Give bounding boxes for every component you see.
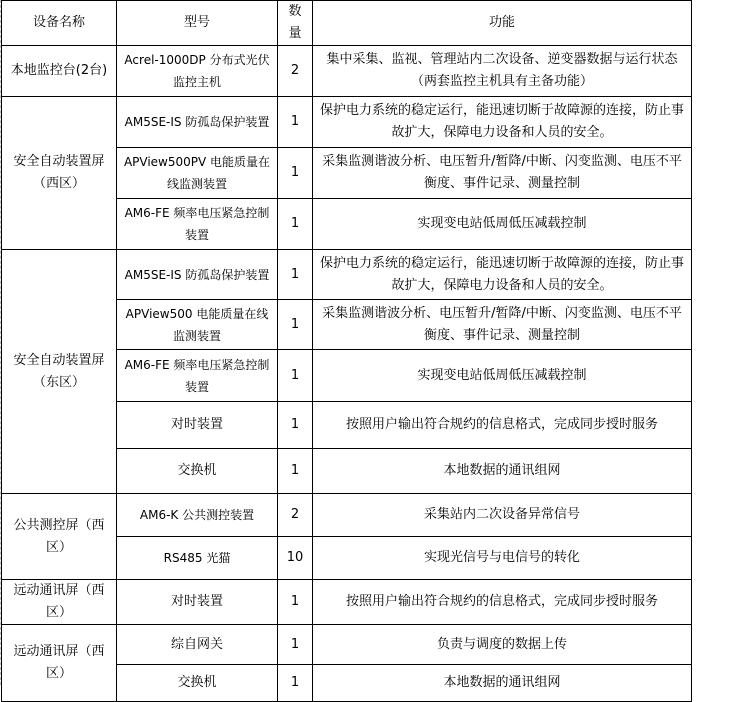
function-cell: 本地数据的通讯组网 (313, 665, 692, 702)
model-cell: 交换机 (117, 665, 278, 702)
qty-cell: 1 (278, 350, 313, 402)
function-cell: 实现光信号与电信号的转化 (313, 537, 692, 580)
model-cell: 交换机 (117, 449, 278, 494)
function-cell: 保护电力系统的稳定运行，能迅速切断于故障源的连接，防止事故扩大，保障电力设备和人员的安全。 (313, 250, 692, 300)
model-cell: 综自网关 (117, 625, 278, 665)
model-cell: RS485 光猫 (117, 537, 278, 580)
table-row (2, 46, 692, 97)
group-cell: 本地监控台(2台) (2, 46, 117, 97)
function-cell: 负责与调度的数据上传 (313, 625, 692, 665)
model-cell: APView500 电能质量在线监测装置 (117, 300, 278, 350)
equipment-table (1, 0, 692, 702)
qty-cell: 10 (278, 537, 313, 580)
model-cell: AM6-K 公共测控装置 (117, 494, 278, 537)
qty-cell: 1 (278, 300, 313, 350)
table-row (2, 625, 692, 665)
table-row (2, 250, 692, 300)
qty-cell: 1 (278, 250, 313, 300)
model-cell: AM5SE-IS 防孤岛保护装置 (117, 97, 278, 148)
group-cell: 安全自动装置屏（东区） (2, 250, 117, 494)
qty-cell: 2 (278, 46, 313, 97)
header-model: 型号 (117, 1, 278, 46)
function-cell: 采集监测谐波分析、电压暂升/暂降/中断、闪变监测、电压不平衡度、事件记录、测量控制 (313, 148, 692, 199)
model-cell: 对时装置 (117, 580, 278, 625)
header-name: 设备名称 (2, 1, 117, 46)
qty-cell: 1 (278, 625, 313, 665)
model-cell: 对时装置 (117, 402, 278, 449)
qty-cell: 1 (278, 402, 313, 449)
model-cell: APView500PV 电能质量在线监测装置 (117, 148, 278, 199)
model-cell: Acrel-1000DP 分布式光伏监控主机 (117, 46, 278, 97)
function-cell: 保护电力系统的稳定运行，能迅速切断于故障源的连接，防止事故扩大，保障电力设备和人员的安全。 (313, 97, 692, 148)
table-row (2, 97, 692, 148)
function-cell: 集中采集、监视、管理站内二次设备、逆变器数据与运行状态（两套监控主机具有主备功能） (313, 46, 692, 97)
function-cell: 实现变电站低周低压减载控制 (313, 350, 692, 402)
qty-cell: 1 (278, 449, 313, 494)
function-cell: 按照用户输出符合规约的信息格式，完成同步授时服务 (313, 580, 692, 625)
model-cell: AM6-FE 频率电压紧急控制装置 (117, 199, 278, 250)
qty-cell: 1 (278, 199, 313, 250)
table-row (2, 494, 692, 537)
group-cell: 远动通讯屏（西区） (2, 580, 117, 625)
group-cell: 远动通讯屏（西区） (2, 625, 117, 702)
group-cell: 安全自动装置屏（西区） (2, 97, 117, 250)
function-cell: 采集监测谐波分析、电压暂升/暂降/中断、闪变监测、电压不平衡度、事件记录、测量控制 (313, 300, 692, 350)
function-cell: 实现变电站低周低压减载控制 (313, 199, 692, 250)
function-cell: 采集站内二次设备异常信号 (313, 494, 692, 537)
group-cell: 公共测控屏（西区） (2, 494, 117, 580)
function-cell: 按照用户输出符合规约的信息格式，完成同步授时服务 (313, 402, 692, 449)
table-header-row (2, 1, 692, 46)
header-function: 功能 (313, 1, 692, 46)
model-cell: AM5SE-IS 防孤岛保护装置 (117, 250, 278, 300)
function-cell: 本地数据的通讯组网 (313, 449, 692, 494)
table-row (2, 580, 692, 625)
model-cell: AM6-FE 频率电压紧急控制装置 (117, 350, 278, 402)
qty-cell: 1 (278, 665, 313, 702)
header-qty: 数量 (278, 1, 313, 46)
qty-cell: 2 (278, 494, 313, 537)
qty-cell: 1 (278, 580, 313, 625)
qty-cell: 1 (278, 148, 313, 199)
qty-cell: 1 (278, 97, 313, 148)
